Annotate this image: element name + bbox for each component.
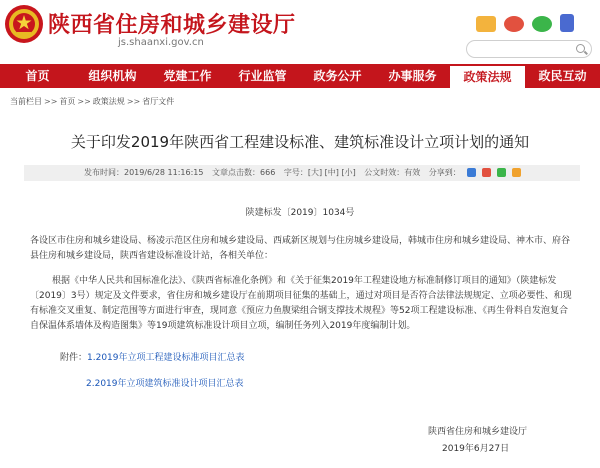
breadcrumb-prefix: 当前栏目 — [10, 97, 42, 106]
signature-org: 陕西省住房和城乡建设厅 — [428, 427, 528, 437]
share-qzone-icon[interactable] — [467, 168, 476, 177]
addressees: 各设区市住房和城乡建设局、杨凌示范区住房和城乡建设局、西咸新区规划与住房城乡建设局，韩城市住房和城乡建设局、神木市、府谷县住房和城乡建设局，陕西省建设标准设计站，各相关单位： — [30, 236, 571, 261]
share-label: 分享到： — [428, 168, 461, 177]
signature-date: 2019年6月27日 — [442, 444, 510, 454]
weibo-icon[interactable] — [504, 16, 524, 32]
nav-item-home[interactable]: 首页 — [25, 69, 50, 83]
publish-time: 发布时间：2019/6/28 11:16:15 — [84, 168, 204, 177]
font-size-switch[interactable]: 字号：[大] [中] [小] — [283, 168, 356, 177]
breadcrumb-province-docs[interactable]: 省厅文件 — [142, 97, 175, 106]
nav-item-organization[interactable]: 组织机构 — [88, 69, 137, 83]
site-title[interactable]: 陕西省住房和城乡建设厅 — [48, 13, 296, 38]
chevron-right-icon: >> — [77, 97, 91, 106]
wechat-icon[interactable] — [532, 16, 552, 32]
mobile-icon[interactable] — [560, 14, 574, 32]
breadcrumb-policy[interactable]: 政策法规 — [92, 97, 125, 106]
attachment-1 — [60, 350, 245, 363]
article-meta-bar — [24, 165, 580, 181]
main-nav — [0, 64, 600, 88]
nav-item-government-affairs[interactable]: 政务公开 — [313, 69, 362, 83]
share-more-icon[interactable] — [512, 168, 521, 177]
site-header — [0, 0, 600, 64]
share-wechat-icon[interactable] — [497, 168, 506, 177]
breadcrumb — [10, 96, 174, 107]
article-body: 根据《中华人民共和国标准化法》、《陕西省标准化条例》和《关于征集2019年工程建设地方标准制修订项目的通知》（陕建标发〔2019〕3号）规定及文件要求，省住房和城乡建设厅在前期项目征集的基础上，通过对项目是否符合法律法规规定、立项必要性、和现有标准交叉重复、制定范围等方面进行审查，现同意《预应力鱼腹梁组合钢支撑技术规程》等52项工程建设标准、《再生骨料自发泡复合自保温体系墙体及构造图集》等19项建筑标准设计项目立项，编制任务列入2019年度编制计划。 — [30, 276, 572, 331]
attachment-link-2[interactable]: 2.2019年立项建筑标准设计项目汇总表 — [86, 379, 244, 389]
chevron-right-icon: >> — [126, 97, 141, 106]
nav-item-interaction[interactable]: 政民互动 — [538, 69, 587, 83]
mail-icon[interactable] — [476, 16, 496, 32]
site-url: js.shaanxi.gov.cn — [118, 37, 204, 48]
chevron-right-icon: >> — [44, 97, 58, 106]
document-number: 陕建标发〔2019〕1034号 — [245, 208, 355, 218]
attachments-label: 附件： — [60, 353, 88, 363]
search-icon[interactable] — [576, 44, 585, 53]
nav-item-industry-supervision[interactable]: 行业监管 — [238, 69, 287, 83]
article-title: 关于印发2019年陕西省工程建设标准、建筑标准设计立项计划的通知 — [70, 133, 530, 151]
attachment-link-1[interactable]: 1.2019年立项工程建设标准项目汇总表 — [87, 353, 245, 363]
share-weibo-icon[interactable] — [482, 168, 491, 177]
document-validity: 公文时效：有效 — [364, 168, 421, 177]
attachment-2 — [86, 376, 244, 389]
view-count: 文章点击数：666 — [212, 168, 276, 177]
nav-item-policy[interactable]: 政策法规 — [450, 64, 525, 88]
national-emblem-icon — [4, 4, 44, 44]
search-input[interactable] — [466, 40, 592, 58]
nav-item-party-building[interactable]: 党建工作 — [163, 69, 212, 83]
nav-item-services[interactable]: 办事服务 — [388, 69, 437, 83]
breadcrumb-home[interactable]: 首页 — [59, 97, 76, 106]
